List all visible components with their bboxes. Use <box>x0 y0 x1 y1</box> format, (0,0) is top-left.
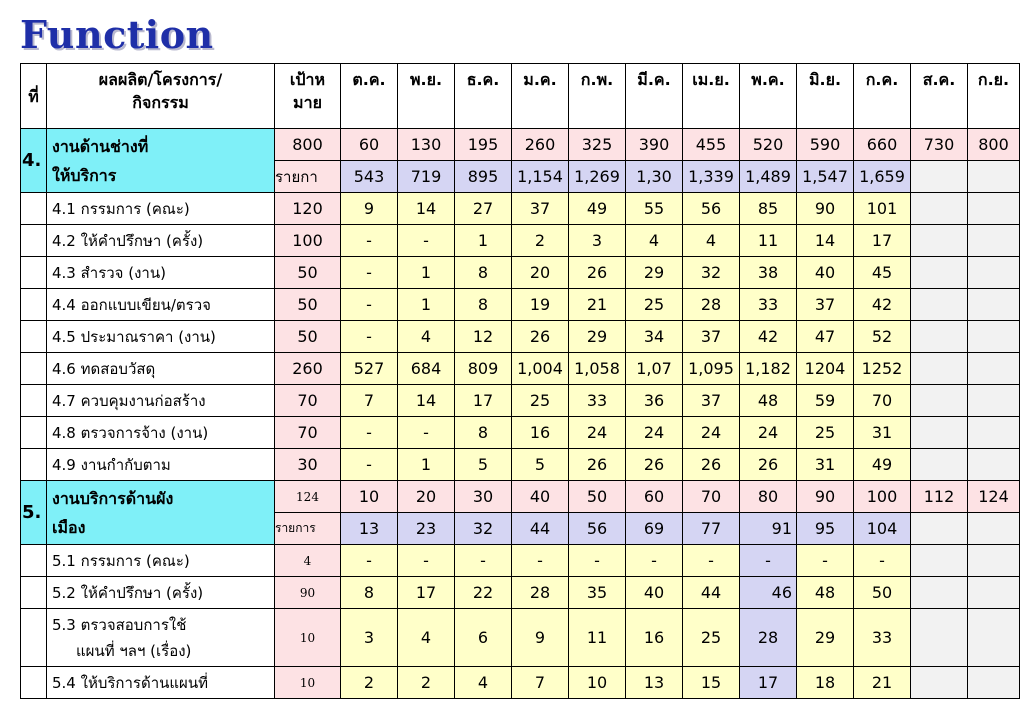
item-label: 4.7 ควบคุมงานก่อสร้าง <box>47 385 275 417</box>
row-number-cell <box>21 257 47 289</box>
month-value: 1 <box>398 449 455 481</box>
month-value <box>911 257 968 289</box>
item-label: 4.9 งานกำกับตาม <box>47 449 275 481</box>
month-value: 1252 <box>854 353 911 385</box>
actual-value: 91 <box>740 513 797 545</box>
row-number-cell <box>21 225 47 257</box>
header-no: ที่ <box>21 64 47 129</box>
month-value: - <box>797 545 854 577</box>
plan-value: 124 <box>968 481 1020 513</box>
header-month: มี.ค. <box>626 64 683 129</box>
month-value: 8 <box>341 577 398 609</box>
month-value: - <box>569 545 626 577</box>
plan-value: 325 <box>569 129 626 161</box>
month-value: 31 <box>854 417 911 449</box>
item-target: 70 <box>275 417 341 449</box>
month-value: 4 <box>455 667 512 699</box>
item-label: 5.4 ให้บริการด้านแผนที่ <box>47 667 275 699</box>
section-name-line1: งานด้านช่างที่ <box>52 136 149 156</box>
month-value: 37 <box>683 321 740 353</box>
header-month: ก.ย. <box>968 64 1020 129</box>
month-value: 85 <box>740 193 797 225</box>
item-label <box>47 609 275 667</box>
month-value <box>911 667 968 699</box>
actual-value: 895 <box>455 161 512 193</box>
header-month: พ.ย. <box>398 64 455 129</box>
month-value: 24 <box>569 417 626 449</box>
item-target: 50 <box>275 257 341 289</box>
item-label: 4.2 ให้คำปรึกษา (ครั้ง) <box>47 225 275 257</box>
row-number-cell <box>21 577 47 609</box>
month-value: 28 <box>740 609 797 667</box>
month-value: 12 <box>455 321 512 353</box>
month-value: 17 <box>398 577 455 609</box>
month-value: 809 <box>455 353 512 385</box>
month-value: 19 <box>512 289 569 321</box>
month-value: - <box>740 545 797 577</box>
row-number-cell <box>21 417 47 449</box>
header-target: เป้าห มาย <box>275 64 341 129</box>
month-value <box>968 225 1020 257</box>
month-value: 26 <box>569 257 626 289</box>
month-value: 11 <box>740 225 797 257</box>
target-unit: รายการ <box>275 513 341 545</box>
item-target: 70 <box>275 385 341 417</box>
month-value: - <box>341 257 398 289</box>
section5-plan-row <box>21 481 1020 513</box>
section-number: 4. <box>21 129 47 193</box>
month-value: 1 <box>398 257 455 289</box>
month-value: 26 <box>626 449 683 481</box>
month-value: 1 <box>455 225 512 257</box>
month-value <box>911 385 968 417</box>
plan-value: 195 <box>455 129 512 161</box>
actual-value: 56 <box>569 513 626 545</box>
actual-value <box>968 161 1020 193</box>
table-row <box>21 385 1020 417</box>
plan-value: 660 <box>854 129 911 161</box>
row-number-cell <box>21 449 47 481</box>
month-value: 26 <box>740 449 797 481</box>
item-target: 260 <box>275 353 341 385</box>
month-value: 11 <box>569 609 626 667</box>
row-number-cell <box>21 321 47 353</box>
month-value <box>968 609 1020 667</box>
month-value: 55 <box>626 193 683 225</box>
month-value: 47 <box>797 321 854 353</box>
target-value: 800 <box>275 129 341 161</box>
month-value: 7 <box>512 667 569 699</box>
month-value <box>968 257 1020 289</box>
month-value: 3 <box>341 609 398 667</box>
header-month: ต.ค. <box>341 64 398 129</box>
month-value: 1 <box>398 289 455 321</box>
month-value: - <box>341 225 398 257</box>
header-month: มิ.ย. <box>797 64 854 129</box>
plan-value: 20 <box>398 481 455 513</box>
month-value: 16 <box>626 609 683 667</box>
month-value <box>911 449 968 481</box>
month-value <box>911 545 968 577</box>
month-value: 44 <box>683 577 740 609</box>
item-label: 5.1 กรรมการ (คณะ) <box>47 545 275 577</box>
plan-value: 130 <box>398 129 455 161</box>
month-value <box>911 417 968 449</box>
month-value: 9 <box>512 609 569 667</box>
month-value: 13 <box>626 667 683 699</box>
month-value: - <box>398 225 455 257</box>
month-value: 1,095 <box>683 353 740 385</box>
month-value: 29 <box>797 609 854 667</box>
month-value: - <box>341 289 398 321</box>
month-value: 40 <box>626 577 683 609</box>
actual-value: 1,154 <box>512 161 569 193</box>
plan-value: 30 <box>455 481 512 513</box>
table-row <box>21 609 1020 667</box>
month-value: 24 <box>626 417 683 449</box>
month-value <box>911 289 968 321</box>
month-value: - <box>626 545 683 577</box>
month-value: 17 <box>740 667 797 699</box>
month-value: 24 <box>683 417 740 449</box>
month-value: 29 <box>626 257 683 289</box>
item-target: 30 <box>275 449 341 481</box>
month-value: 33 <box>854 609 911 667</box>
month-value: 26 <box>569 449 626 481</box>
month-value: 46 <box>740 577 797 609</box>
month-value: 16 <box>512 417 569 449</box>
item-label: 4.3 สำรวจ (งาน) <box>47 257 275 289</box>
month-value <box>968 193 1020 225</box>
month-value: - <box>683 545 740 577</box>
item-target: 90 <box>275 577 341 609</box>
header-month: ธ.ค. <box>455 64 512 129</box>
month-value: 48 <box>797 577 854 609</box>
month-value: - <box>512 545 569 577</box>
actual-value: 69 <box>626 513 683 545</box>
month-value: 32 <box>683 257 740 289</box>
month-value: 22 <box>455 577 512 609</box>
month-value: 1204 <box>797 353 854 385</box>
month-value: 40 <box>797 257 854 289</box>
header-month: ก.ค. <box>854 64 911 129</box>
month-value: 21 <box>569 289 626 321</box>
row-number-cell <box>21 385 47 417</box>
plan-value: 10 <box>341 481 398 513</box>
month-value: 8 <box>455 257 512 289</box>
month-value: 1,004 <box>512 353 569 385</box>
month-value: 18 <box>797 667 854 699</box>
actual-value: 44 <box>512 513 569 545</box>
month-value: 36 <box>626 385 683 417</box>
item-label: 4.6 ทดสอบวัสดุ <box>47 353 275 385</box>
month-value: 2 <box>512 225 569 257</box>
month-value: 49 <box>854 449 911 481</box>
month-value: 26 <box>683 449 740 481</box>
month-value <box>911 225 968 257</box>
section-name-line2: ให้บริการ <box>52 165 117 185</box>
item-label: 5.2 ให้คำปรึกษา (ครั้ง) <box>47 577 275 609</box>
month-value: 4 <box>398 321 455 353</box>
function-table <box>20 63 1020 699</box>
month-value: 49 <box>569 193 626 225</box>
month-value: 8 <box>455 289 512 321</box>
item-target: 100 <box>275 225 341 257</box>
month-value: 7 <box>341 385 398 417</box>
month-value: - <box>398 545 455 577</box>
row-number-cell <box>21 353 47 385</box>
month-value: 37 <box>797 289 854 321</box>
row-number-cell <box>21 545 47 577</box>
plan-value: 800 <box>968 129 1020 161</box>
plan-value: 112 <box>911 481 968 513</box>
header-row <box>21 64 1020 129</box>
month-value: 42 <box>740 321 797 353</box>
section-name-line1: งานบริการด้านผัง <box>52 488 174 508</box>
item-label: 4.4 ออกแบบเขียน/ตรวจ <box>47 289 275 321</box>
actual-value: 77 <box>683 513 740 545</box>
table-row <box>21 193 1020 225</box>
month-value: 29 <box>569 321 626 353</box>
section-name-line2: เมือง <box>52 517 86 537</box>
month-value: 21 <box>854 667 911 699</box>
month-value: - <box>854 545 911 577</box>
plan-value: 90 <box>797 481 854 513</box>
month-value: 37 <box>512 193 569 225</box>
month-value: 4 <box>626 225 683 257</box>
item-target: 10 <box>275 667 341 699</box>
month-value <box>911 609 968 667</box>
header-month: ก.พ. <box>569 64 626 129</box>
month-value: 31 <box>797 449 854 481</box>
month-value: 34 <box>626 321 683 353</box>
actual-value <box>968 513 1020 545</box>
month-value: 3 <box>569 225 626 257</box>
month-value: 33 <box>740 289 797 321</box>
header-month: พ.ค. <box>740 64 797 129</box>
table-row <box>21 225 1020 257</box>
month-value: 2 <box>398 667 455 699</box>
month-value: 90 <box>797 193 854 225</box>
table-row <box>21 577 1020 609</box>
month-value: 1,07 <box>626 353 683 385</box>
month-value <box>911 193 968 225</box>
month-value <box>968 417 1020 449</box>
plan-value: 590 <box>797 129 854 161</box>
table-row <box>21 449 1020 481</box>
month-value: 25 <box>626 289 683 321</box>
actual-value: 1,547 <box>797 161 854 193</box>
header-item: ผลผลิต/โครงการ/ กิจกรรม <box>47 64 275 129</box>
month-value: 37 <box>683 385 740 417</box>
plan-value: 100 <box>854 481 911 513</box>
month-value: 8 <box>455 417 512 449</box>
month-value: 14 <box>398 385 455 417</box>
month-value <box>968 289 1020 321</box>
item-target: 50 <box>275 289 341 321</box>
month-value: 14 <box>398 193 455 225</box>
plan-value: 520 <box>740 129 797 161</box>
month-value <box>911 353 968 385</box>
month-value: 42 <box>854 289 911 321</box>
actual-value: 719 <box>398 161 455 193</box>
actual-value <box>911 161 968 193</box>
section-name <box>47 129 275 193</box>
item-target: 120 <box>275 193 341 225</box>
month-value: 684 <box>398 353 455 385</box>
month-value: 20 <box>512 257 569 289</box>
month-value: 26 <box>512 321 569 353</box>
item-target: 50 <box>275 321 341 353</box>
plan-value: 80 <box>740 481 797 513</box>
month-value: 25 <box>683 609 740 667</box>
month-value: 25 <box>512 385 569 417</box>
plan-value: 260 <box>512 129 569 161</box>
month-value: 38 <box>740 257 797 289</box>
item-label-line2: แผนที่ ฯลฯ (เรื่อง) <box>76 641 192 660</box>
target-value: 124 <box>275 481 341 513</box>
plan-value: 60 <box>626 481 683 513</box>
page-title: Function <box>20 12 214 57</box>
item-label-line1: 5.3 ตรวจสอบการใช้ <box>52 615 187 634</box>
month-value <box>968 545 1020 577</box>
month-value: 25 <box>797 417 854 449</box>
item-label: 4.5 ประมาณราคา (งาน) <box>47 321 275 353</box>
table-row <box>21 417 1020 449</box>
month-value: 527 <box>341 353 398 385</box>
month-value: - <box>341 417 398 449</box>
month-value <box>968 449 1020 481</box>
table-row <box>21 289 1020 321</box>
month-value: 33 <box>569 385 626 417</box>
plan-value: 70 <box>683 481 740 513</box>
table-row <box>21 353 1020 385</box>
month-value <box>911 577 968 609</box>
row-number-cell <box>21 609 47 667</box>
month-value: 17 <box>455 385 512 417</box>
month-value <box>968 321 1020 353</box>
month-value <box>968 353 1020 385</box>
table-row <box>21 667 1020 699</box>
month-value: 4 <box>398 609 455 667</box>
header-month: ส.ค. <box>911 64 968 129</box>
actual-value: 1,339 <box>683 161 740 193</box>
section-name <box>47 481 275 545</box>
item-label: 4.8 ตรวจการจ้าง (งาน) <box>47 417 275 449</box>
item-label: 4.1 กรรมการ (คณะ) <box>47 193 275 225</box>
month-value: 50 <box>854 577 911 609</box>
table-row <box>21 321 1020 353</box>
month-value: 6 <box>455 609 512 667</box>
actual-value: 1,659 <box>854 161 911 193</box>
month-value <box>968 667 1020 699</box>
target-unit: รายกา <box>275 161 341 193</box>
month-value: 35 <box>569 577 626 609</box>
month-value <box>968 577 1020 609</box>
month-value: 27 <box>455 193 512 225</box>
month-value: 52 <box>854 321 911 353</box>
month-value: 5 <box>455 449 512 481</box>
plan-value: 730 <box>911 129 968 161</box>
actual-value: 23 <box>398 513 455 545</box>
month-value: 1,182 <box>740 353 797 385</box>
month-value: 1,058 <box>569 353 626 385</box>
month-value: 45 <box>854 257 911 289</box>
table-row <box>21 257 1020 289</box>
actual-value: 32 <box>455 513 512 545</box>
header-month: เม.ย. <box>683 64 740 129</box>
month-value: 10 <box>569 667 626 699</box>
month-value: 56 <box>683 193 740 225</box>
item-target: 10 <box>275 609 341 667</box>
row-number-cell <box>21 193 47 225</box>
actual-value: 1,489 <box>740 161 797 193</box>
plan-value: 60 <box>341 129 398 161</box>
month-value: 59 <box>797 385 854 417</box>
month-value: 24 <box>740 417 797 449</box>
actual-value <box>911 513 968 545</box>
month-value: 28 <box>512 577 569 609</box>
plan-value: 50 <box>569 481 626 513</box>
month-value: 15 <box>683 667 740 699</box>
month-value: - <box>455 545 512 577</box>
month-value: 28 <box>683 289 740 321</box>
month-value: 17 <box>854 225 911 257</box>
month-value: 5 <box>512 449 569 481</box>
month-value: 48 <box>740 385 797 417</box>
row-number-cell <box>21 289 47 321</box>
month-value <box>968 385 1020 417</box>
month-value: - <box>398 417 455 449</box>
month-value: 70 <box>854 385 911 417</box>
actual-value: 1,269 <box>569 161 626 193</box>
month-value: - <box>341 449 398 481</box>
actual-value: 95 <box>797 513 854 545</box>
month-value: 2 <box>341 667 398 699</box>
month-value: - <box>341 545 398 577</box>
actual-value: 543 <box>341 161 398 193</box>
plan-value: 390 <box>626 129 683 161</box>
month-value: 101 <box>854 193 911 225</box>
section-number: 5. <box>21 481 47 545</box>
month-value: 9 <box>341 193 398 225</box>
actual-value: 13 <box>341 513 398 545</box>
table-row <box>21 545 1020 577</box>
actual-value: 104 <box>854 513 911 545</box>
month-value: 14 <box>797 225 854 257</box>
row-number-cell <box>21 667 47 699</box>
item-target: 4 <box>275 545 341 577</box>
section4-plan-row <box>21 129 1020 161</box>
header-month: ม.ค. <box>512 64 569 129</box>
month-value: 4 <box>683 225 740 257</box>
month-value <box>911 321 968 353</box>
actual-value: 1,30 <box>626 161 683 193</box>
month-value: - <box>341 321 398 353</box>
plan-value: 455 <box>683 129 740 161</box>
plan-value: 40 <box>512 481 569 513</box>
